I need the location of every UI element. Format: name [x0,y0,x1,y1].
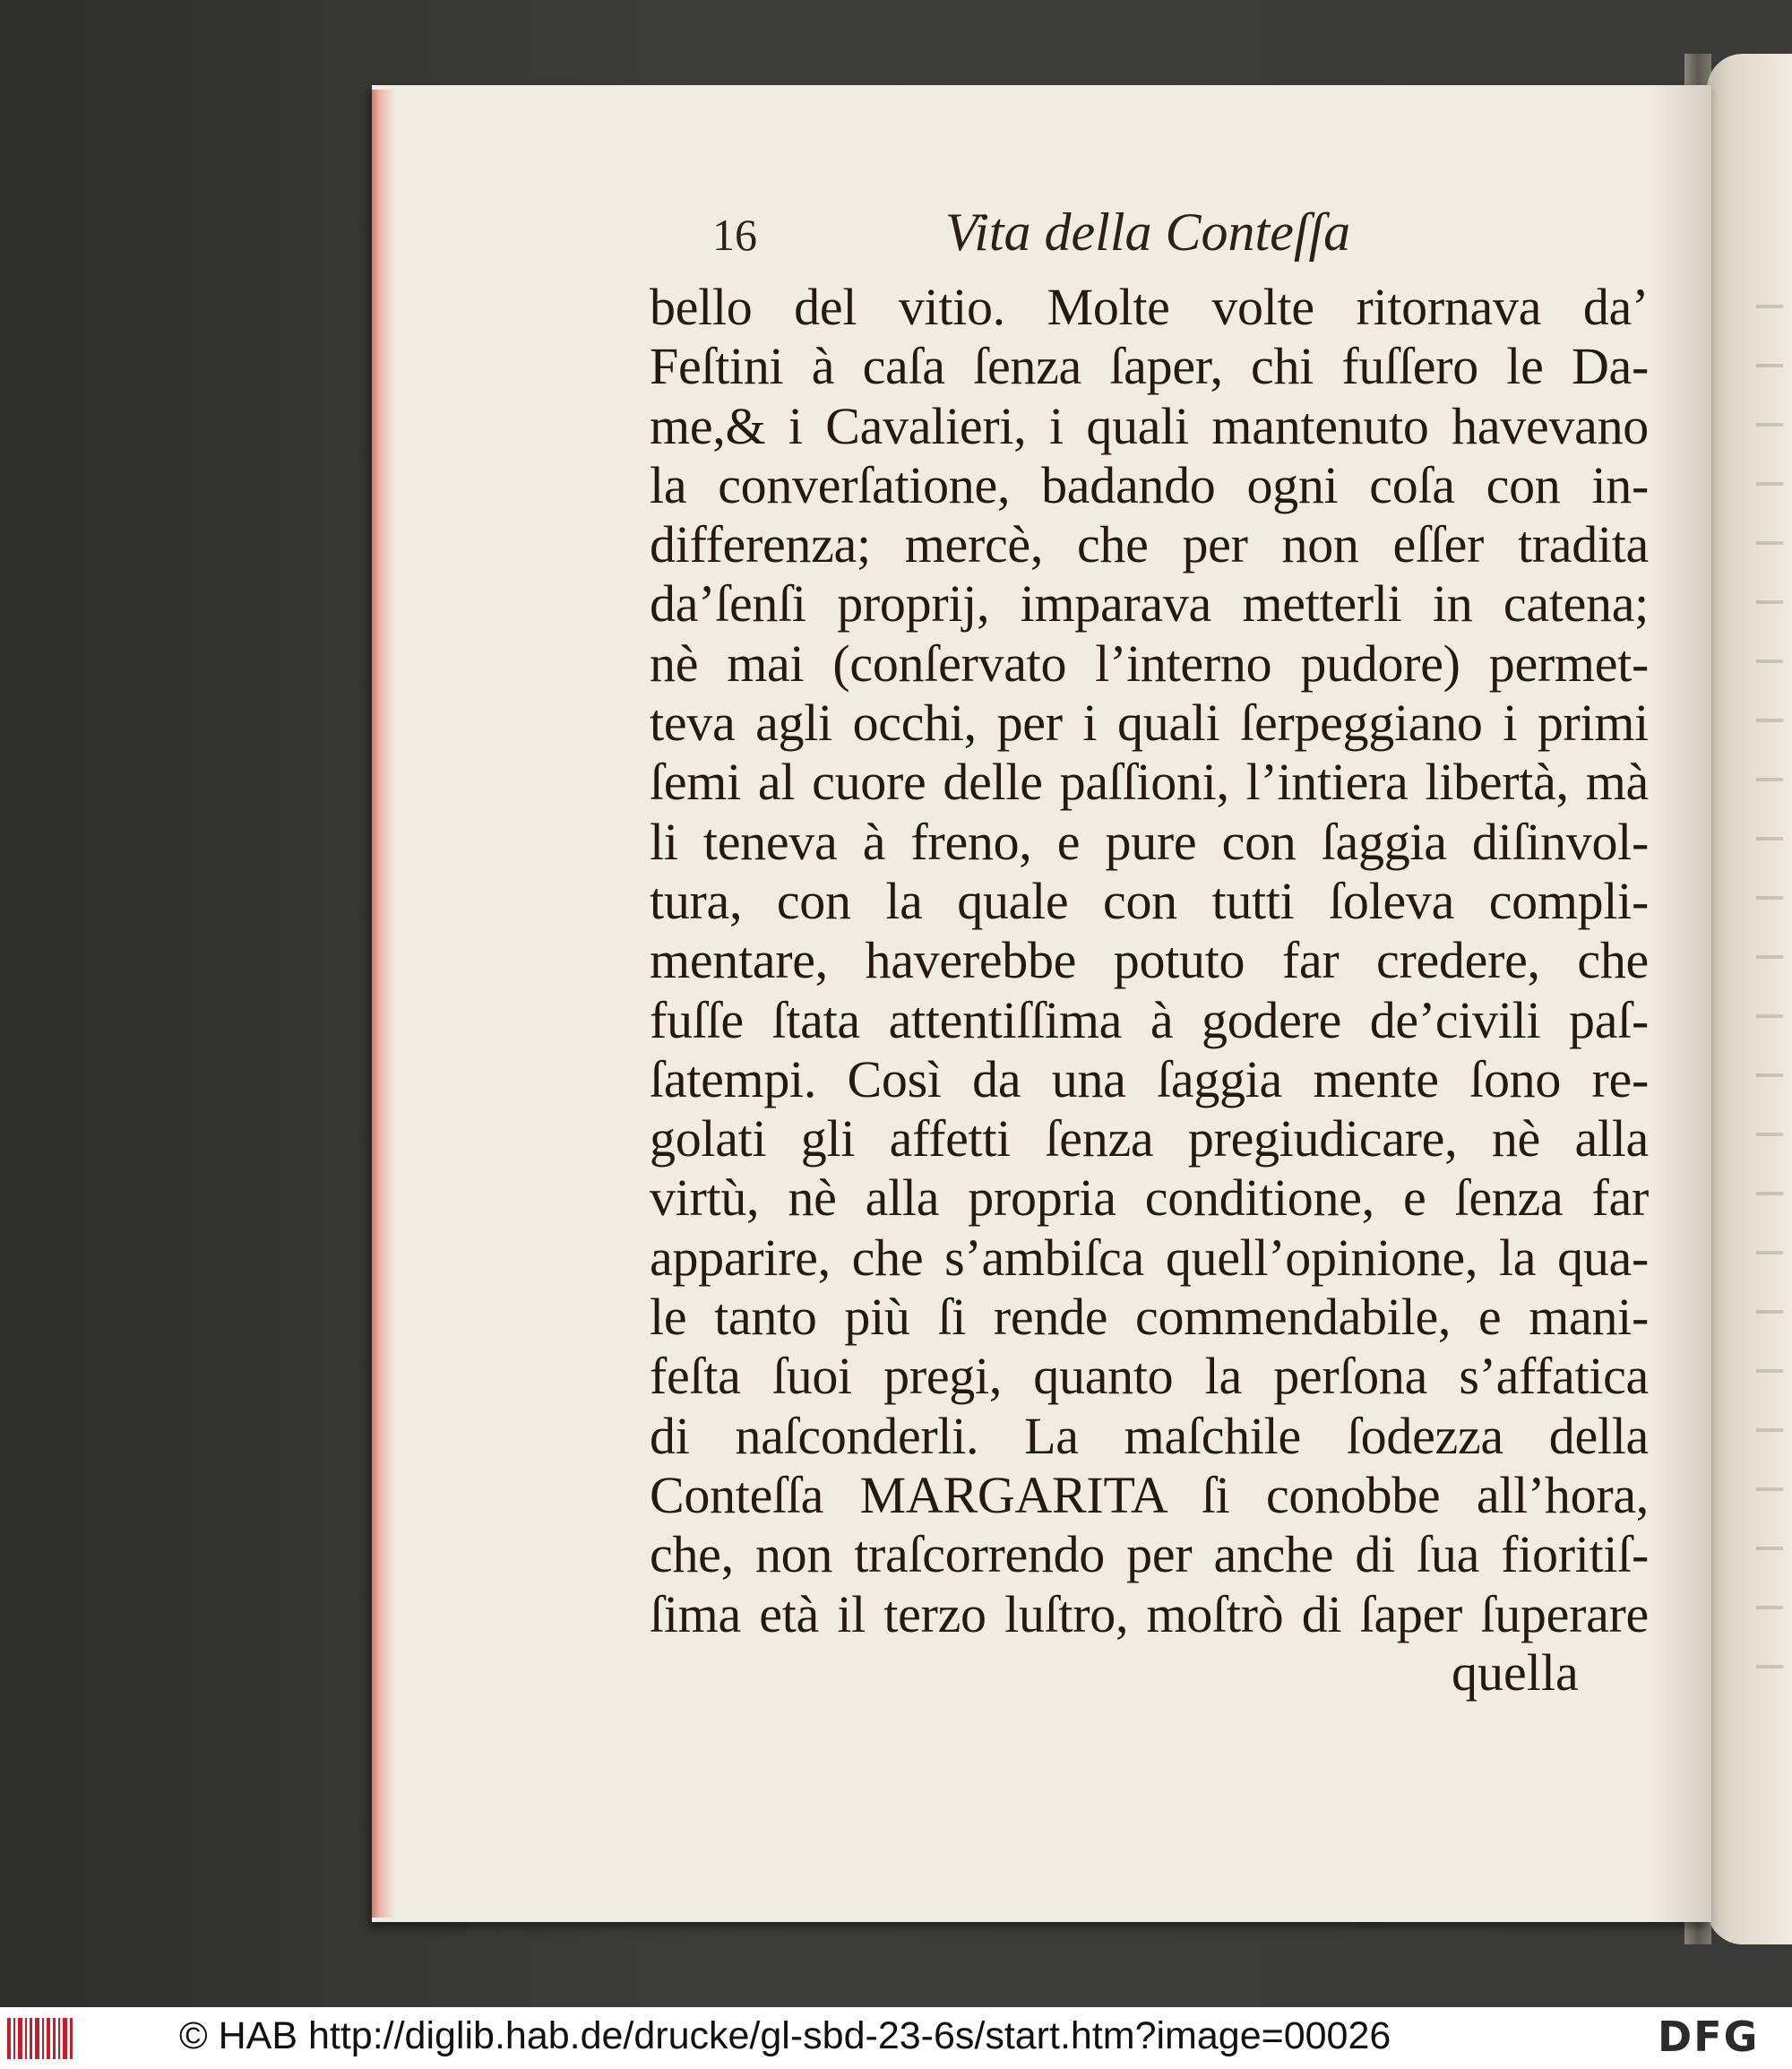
text-line: nè mai (conſervato l’interno pudore) permet- [650,634,1649,693]
text-line: differenza; mercè, che per non eſſer tradita [650,515,1649,574]
red-page-edge [372,90,395,1918]
footer-bar [0,2007,1792,2069]
text-line: ſemi al cuore delle paſſioni, l’intiera libertà, mà [650,753,1649,812]
text-line: ſima età il terzo luſtro, moſtrò di ſaper ſuperare [650,1584,1649,1643]
text-line: teva agli occhi, per i quali ſerpeggiano i primi [650,694,1649,753]
running-head [712,202,1393,273]
facing-page-bleed-text [1756,269,1783,1703]
footer-credit-link[interactable]: © HAB http://diglib.hab.de/drucke/gl-sbd-23-6s/start.htm?image=00026 [179,2014,1391,2057]
catchword: quella [1452,1643,1579,1702]
text-line: golati gli affetti ſenza pregiudicare, nè alla [650,1109,1649,1168]
text-line: virtù, nè alla propria conditione, e ſenza far [650,1168,1649,1228]
text-line: tura, con la quale con tutti ſoleva compli- [650,871,1649,930]
text-line: ſatempi. Così da una ſaggia mente ſono re- [650,1049,1649,1108]
text-line: Feſtini à caſa ſenza ſaper, chi fuſſero le Da- [650,337,1649,396]
text-line: li teneva à freno, e pure con ſaggia diſinvol- [650,812,1649,871]
text-line: di naſconderli. La maſchile ſodezza della [650,1406,1649,1465]
text-line: la converſatione, badando ogni coſa con in- [650,455,1649,514]
text-line: da’ſenſi proprij, imparava metterli in catena; [650,574,1649,634]
running-head-title: Vita della Conteſſa [945,203,1351,262]
text-line: fuſſe ſtata attentiſſima à godere de’civili paſ- [650,990,1649,1049]
text-line: le tanto più ſi rende commendabile, e mani- [650,1288,1649,1347]
text-line: me,& i Cavalieri, i quali mantenuto havevano [650,396,1649,455]
text-line: apparire, che s’ambiſca quell’opinione, la qua- [650,1228,1649,1287]
page-shadow [1649,85,1711,1922]
body-text [650,278,1649,1644]
text-line: che, non traſcorrendo per anche di ſua fioritiſ- [650,1525,1649,1584]
text-line: feſta ſuoi pregi, quanto la perſona s’affatica [650,1347,1649,1406]
text-line: bello del vitio. Molte volte ritornava da’ [650,278,1649,336]
page-number: 16 [712,210,757,260]
text-line: mentare, haverebbe potuto far credere, che [650,931,1649,990]
dfg-logo: DFG [1658,2013,1760,2061]
text-line: Conteſſa MARGARITA ſi conobbe all’hora, [650,1465,1649,1524]
hab-barcode-icon [7,2018,75,2059]
